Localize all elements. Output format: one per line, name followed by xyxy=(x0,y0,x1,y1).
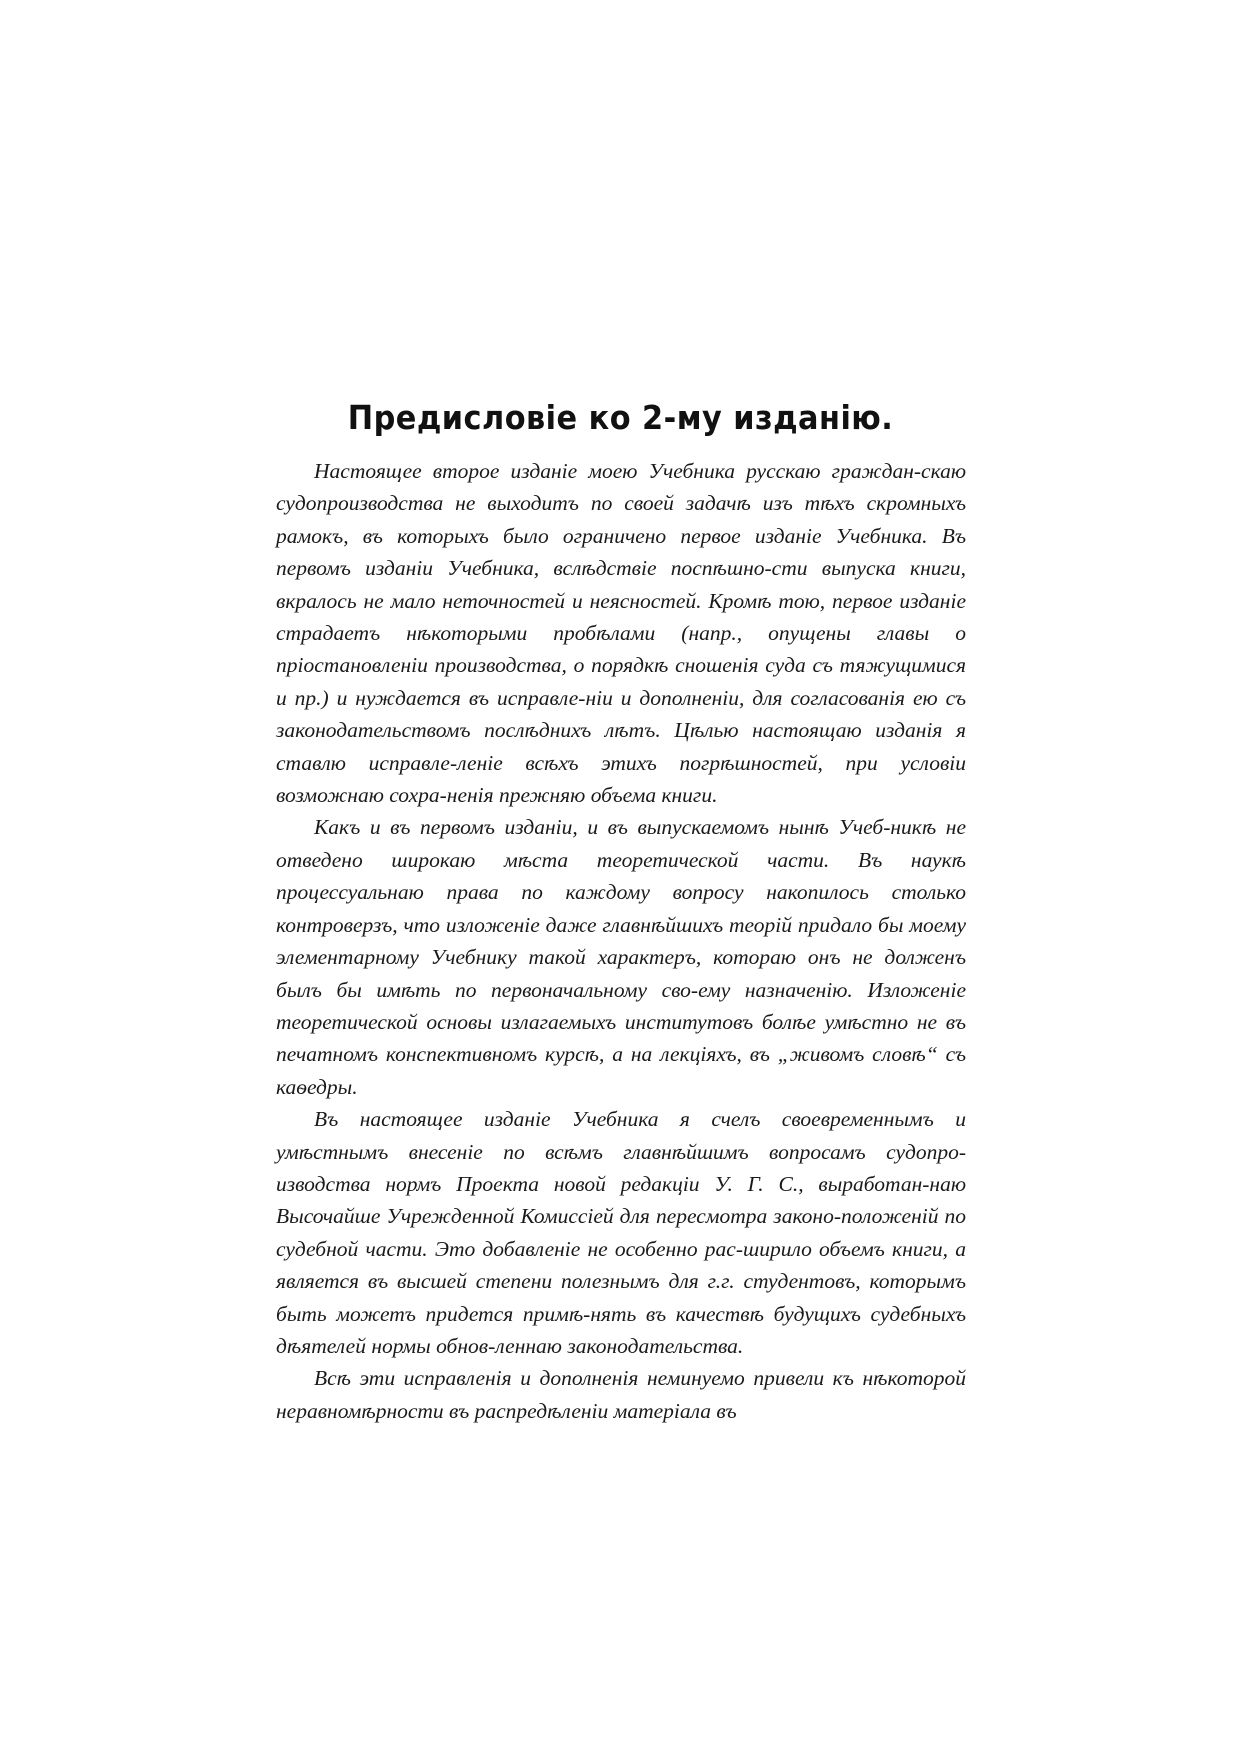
page-title: Предисловіе ко 2-му изданію. xyxy=(347,398,894,437)
paragraph-3: Въ настоящее изданіе Учебника я счелъ своевременнымъ и умѣстнымъ внесеніе по всѣмъ главнѣйшимъ вопросамъ судопро-изводства нормъ Проекта новой редакціи У. Г. С., выработан-наю Высочайше Учрежденной Комиссіей для пересмотра законо-положеній по судебной части. Это добавленіе не особенно рас-ширило объемъ книги, а является въ высшей степени полезнымъ для г.г. студентовъ, которымъ быть можетъ придется примѣ-нять въ качествѣ будущихъ судебныхъ дѣятелей нормы обнов-леннаю законодательства. xyxy=(276,1107,966,1358)
paragraph-1: Настоящее второе изданіе моею Учебника русскаю граждан-скаю судопроизводства не выходитъ по своей задачѣ изъ тѣхъ скромныхъ рамокъ, въ которыхъ было ограничено первое изданіе Учебника. Въ первомъ изданіи Учебника, вслѣдствіе поспѣшно-сти выпуска книги, вкралось не мало неточностей и неясностей. Кромѣ тою, первое изданіе страдаетъ нѣкоторыми пробѣлами (напр., опущены главы о пріостановленіи производства, о порядкѣ сношенія суда съ тяжущимися и пр.) и нуждается въ исправле-ніи и дополненіи, для согласованія ею съ законодательствомъ послѣднихъ лѣтъ. Цѣлью настоящаю изданія я ставлю исправле-ленiе всѣхъ этихъ погрѣшностей, при условіи возможнаю сохра-ненія прежняю объема книги. xyxy=(276,459,966,808)
paragraph-4: Всѣ эти исправленія и дополненія неминуемо привели къ нѣкоторой неравномѣрности въ распредѣленіи матеріала въ xyxy=(276,1366,966,1423)
paragraph-2: Какъ и въ первомъ изданіи, и въ выпускаемомъ нынѣ Учеб-никѣ не отведено широкаю мѣста теоретической части. Въ наукѣ процессуальнаю права по каждому вопросу накопилось столько контроверзъ, что изложеніе даже главнѣйшихъ теорій придало бы моему элементарному Учебнику такой характеръ, котораю онъ не долженъ былъ бы имѣть по первоначальному сво-ему назначенію. Изложеніе теоретической основы излагаемыхъ институтовъ болѣе умѣстно не въ печатномъ конспективномъ курсѣ, а на лекціяхъ, въ „живомъ словѣ“ съ каѳедры. xyxy=(276,815,966,1099)
body-text xyxy=(276,455,966,1427)
